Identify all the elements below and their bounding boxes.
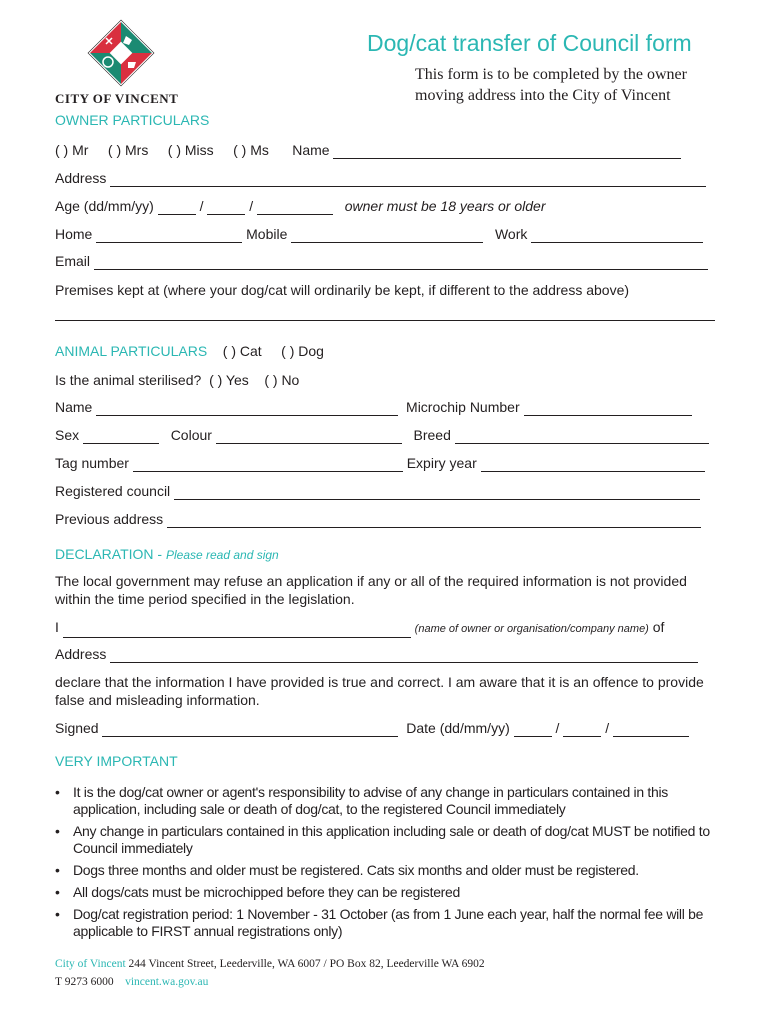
animal-cat-option[interactable]: ( ) Cat bbox=[222, 343, 262, 359]
logo-emblem-icon bbox=[86, 18, 156, 88]
previous-address-label: Previous address bbox=[55, 511, 164, 527]
signature-row bbox=[55, 719, 689, 737]
list-item: • It is the dog/cat owner or agent's responsibility to advise of any change in particulars contained in this application, including sale or death of dog/cat, to the registered Council immediately bbox=[55, 784, 669, 817]
sterilised-label: Is the animal sterilised? bbox=[55, 372, 202, 388]
footer-org: City of Vincent bbox=[55, 958, 126, 970]
bullet-icon: • bbox=[55, 906, 60, 922]
tag-number-field[interactable] bbox=[133, 457, 403, 472]
age-day-field[interactable] bbox=[158, 200, 196, 215]
date-day-field[interactable] bbox=[514, 722, 552, 737]
age-month-field[interactable] bbox=[207, 200, 245, 215]
declaration-heading-note: Please read and sign bbox=[165, 548, 279, 562]
tag-row bbox=[55, 454, 705, 472]
sterilised-no-option[interactable]: ( ) No bbox=[264, 372, 300, 388]
very-important-heading: VERY IMPORTANT bbox=[55, 753, 178, 769]
sterilised-yes-option[interactable]: ( ) Yes bbox=[209, 372, 249, 388]
owner-name-label: Name bbox=[292, 142, 330, 158]
declarant-of-label: of bbox=[652, 619, 665, 635]
age-year-field[interactable] bbox=[257, 200, 333, 215]
declarant-address-row bbox=[55, 645, 698, 663]
owner-age-label: Age (dd/mm/yy) bbox=[55, 198, 154, 214]
registered-council-row bbox=[55, 482, 700, 500]
owner-address-field[interactable] bbox=[110, 172, 706, 187]
footer-website-link[interactable]: vincent.wa.gov.au bbox=[125, 976, 209, 988]
list-item: • Dog/cat registration period: 1 November - 31 October (as from 1 June each year, half the normal fee will be applicable to FIRST annual registrations only) bbox=[55, 906, 704, 939]
tag-number-label: Tag number bbox=[55, 455, 129, 471]
mobile-phone-label: Mobile bbox=[246, 226, 288, 242]
footer-contact bbox=[55, 976, 208, 988]
subtitle-line-2: moving address into the City of Vincent bbox=[415, 87, 671, 104]
bullet-icon: • bbox=[55, 823, 60, 839]
declaration-heading: DECLARATION - bbox=[55, 546, 166, 562]
age-note: owner must be 18 years or older bbox=[344, 198, 546, 214]
owner-phone-row bbox=[55, 225, 703, 243]
salutation-mrs-option[interactable]: ( ) Mrs bbox=[107, 142, 149, 158]
footer-address bbox=[55, 958, 485, 970]
registered-council-label: Registered council bbox=[55, 483, 171, 499]
signed-label: Signed bbox=[55, 720, 99, 736]
footer-address-text: 244 Vincent Street, Leederville, WA 6007 / PO Box 82, Leederville WA 6902 bbox=[125, 958, 485, 970]
sterilised-row bbox=[55, 371, 299, 389]
animal-name-label: Name bbox=[55, 399, 93, 415]
microchip-label: Microchip Number bbox=[406, 399, 520, 415]
home-phone-label: Home bbox=[55, 226, 93, 242]
declarant-name-field[interactable] bbox=[63, 623, 411, 638]
premises-field[interactable] bbox=[55, 320, 715, 321]
form-subtitle bbox=[415, 64, 745, 106]
subtitle-line-1: This form is to be completed by the owner bbox=[415, 66, 687, 83]
animal-particulars-heading: ANIMAL PARTICULARS bbox=[55, 343, 208, 359]
date-separator: / bbox=[555, 720, 560, 736]
declaration-intro: The local government may refuse an application if any or all of the required information is not provided within the time period specified in the legislation. bbox=[55, 573, 687, 607]
expiry-year-label: Expiry year bbox=[406, 455, 477, 471]
owner-particulars-heading: OWNER PARTICULARS bbox=[55, 112, 210, 128]
previous-address-field[interactable] bbox=[167, 513, 701, 528]
premises-label: Premises kept at (where your dog/cat will ordinarily be kept, if different to the address above) bbox=[55, 282, 630, 298]
bullet-icon: • bbox=[55, 862, 60, 878]
declarant-row bbox=[55, 618, 664, 638]
signature-field[interactable] bbox=[102, 722, 398, 737]
date-label: Date (dd/mm/yy) bbox=[406, 720, 510, 736]
city-logo bbox=[86, 18, 156, 88]
mobile-phone-field[interactable] bbox=[291, 228, 483, 243]
home-phone-field[interactable] bbox=[96, 228, 242, 243]
registered-council-field[interactable] bbox=[174, 485, 700, 500]
breed-label: Breed bbox=[413, 427, 451, 443]
sex-field[interactable] bbox=[83, 429, 159, 444]
declaration-statement: declare that the information I have provided is true and correct. I am aware that it is an offence to provide false and misleading information. bbox=[55, 674, 704, 708]
date-month-field[interactable] bbox=[563, 722, 601, 737]
email-field[interactable] bbox=[94, 255, 708, 270]
breed-field[interactable] bbox=[455, 429, 709, 444]
list-item: • All dogs/cats must be microchipped before they can be registered bbox=[55, 884, 461, 900]
animal-sex-row bbox=[55, 426, 709, 444]
salutation-miss-option[interactable]: ( ) Miss bbox=[167, 142, 214, 158]
work-phone-field[interactable] bbox=[531, 228, 703, 243]
logo-caption: CITY OF VINCENT bbox=[55, 91, 179, 106]
animal-name-row bbox=[55, 398, 692, 416]
declarant-name-hint: (name of owner or organisation/company name) bbox=[414, 623, 649, 635]
expiry-year-field[interactable] bbox=[481, 457, 705, 472]
animal-heading-row bbox=[55, 342, 324, 360]
bullet-icon: • bbox=[55, 784, 60, 800]
colour-field[interactable] bbox=[216, 429, 402, 444]
declarant-address-field[interactable] bbox=[110, 648, 698, 663]
date-separator: / bbox=[199, 198, 204, 214]
form-title: Dog/cat transfer of Council form bbox=[367, 30, 692, 56]
previous-address-row bbox=[55, 510, 701, 528]
list-item: • Any change in particulars contained in this application including sale or death of dog/cat MUST be notified to Council immediately bbox=[55, 823, 710, 856]
owner-address-label: Address bbox=[55, 170, 107, 186]
owner-address-row bbox=[55, 169, 706, 187]
bullet-icon: • bbox=[55, 884, 60, 900]
list-item: • Dogs three months and older must be registered. Cats six months and older must be registered. bbox=[55, 862, 639, 878]
salutation-row bbox=[55, 141, 681, 159]
salutation-mr-option[interactable]: ( ) Mr bbox=[55, 142, 89, 158]
work-phone-label: Work bbox=[494, 226, 528, 242]
footer-phone: T 9273 6000 bbox=[55, 976, 114, 988]
salutation-ms-option[interactable]: ( ) Ms bbox=[233, 142, 269, 158]
date-separator: / bbox=[249, 198, 254, 214]
email-label: Email bbox=[55, 253, 91, 269]
colour-label: Colour bbox=[170, 427, 212, 443]
declaration-heading-row bbox=[55, 545, 279, 564]
declarant-address-label: Address bbox=[55, 646, 107, 662]
important-list bbox=[55, 784, 715, 945]
microchip-field[interactable] bbox=[524, 401, 692, 416]
owner-age-row bbox=[55, 197, 545, 215]
animal-dog-option[interactable]: ( ) Dog bbox=[281, 343, 324, 359]
owner-email-row bbox=[55, 252, 708, 270]
date-year-field[interactable] bbox=[613, 722, 689, 737]
animal-name-field[interactable] bbox=[96, 401, 398, 416]
sex-label: Sex bbox=[55, 427, 80, 443]
declarant-i-label: I bbox=[55, 619, 59, 635]
owner-name-field[interactable] bbox=[333, 144, 681, 159]
date-separator: / bbox=[605, 720, 610, 736]
